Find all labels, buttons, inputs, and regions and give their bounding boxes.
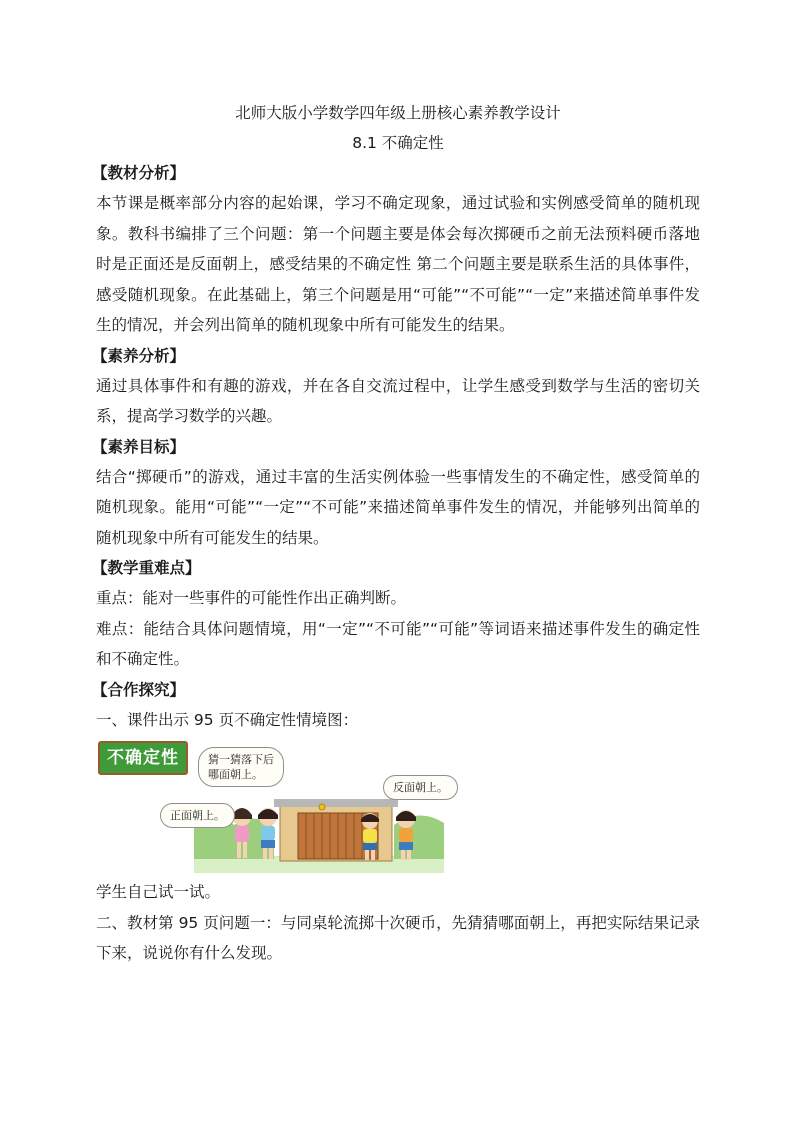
section-heading-cooperation: 【合作探究】 — [92, 680, 186, 699]
section-heading-literacy-analysis: 【素养分析】 — [92, 346, 186, 365]
speech-bubble-guess: 猜一猜落下后哪面朝上。 — [198, 747, 284, 787]
literacy-analysis-paragraph: 通过具体事件和有趣的游戏，并在各自交流过程中，让学生感受到数学与生活的密切关系，提高学习数学的兴趣。 — [96, 376, 700, 425]
difficult-point-paragraph: 难点：能结合具体问题情境，用“一定”“不可能”“可能”等词语来描述事件发生的确定性和不确定性。 — [96, 619, 700, 668]
section-heading-key-points: 【教学重难点】 — [92, 559, 201, 577]
document-title: 北师大版小学数学四年级上册核心素养教学设计 — [235, 104, 561, 122]
literacy-goals-paragraph: 结合“掷硬币”的游戏，通过丰富的生活实例体验一些事情发生的不确定性，感受简单的随机现象。能用“可能”“一定”“不可能”来描述简单事件发生的情况，并能够列出简单的随机现象中所有可能发生的结果。 — [96, 467, 700, 547]
uncertainty-scene-figure — [98, 741, 448, 873]
document-page — [92, 100, 700, 969]
key-point-paragraph: 重点：能对一些事件的可能性作出正确判断。 — [96, 589, 407, 607]
material-analysis-paragraph: 本节课是概率部分内容的起始课，学习不确定现象，通过试验和实例感受简单的随机现象。教科书编排了三个问题：第一个问题主要是体会每次掷硬币之前无法预料硬币落地时是正面还是反面朝上，感受结果的不确定性 第二个问题主要是联系生活的具体事件，感受随机现象。在此基础上，第三个问题是用“可能”“不可能”“一定”来描述简单事件发生的情况，并会列出简单的随机现象中所有可能发生的结果。 — [96, 194, 700, 334]
figure-label-text: 不确定性 — [107, 748, 179, 768]
section-heading-literacy-goals: 【素养目标】 — [92, 437, 186, 456]
after-figure-paragraph: 学生自己试一试。 — [96, 883, 221, 901]
document-subtitle: 8.1 不确定性 — [352, 134, 444, 152]
speech-bubble-back-side: 反面朝上。 — [383, 775, 458, 800]
figure-label-badge — [98, 741, 188, 775]
speech-bubble-front-side: 正面朝上。 — [160, 803, 235, 828]
step-one-paragraph: 一、课件出示 95 页不确定性情境图： — [96, 710, 359, 729]
step-two-paragraph: 二、教材第 95 页问题一：与同桌轮流掷十次硬币，先猜猜哪面朝上，再把实际结果记录下来，说说你有什么发现。 — [96, 913, 700, 962]
section-heading-material-analysis: 【教材分析】 — [92, 164, 186, 182]
